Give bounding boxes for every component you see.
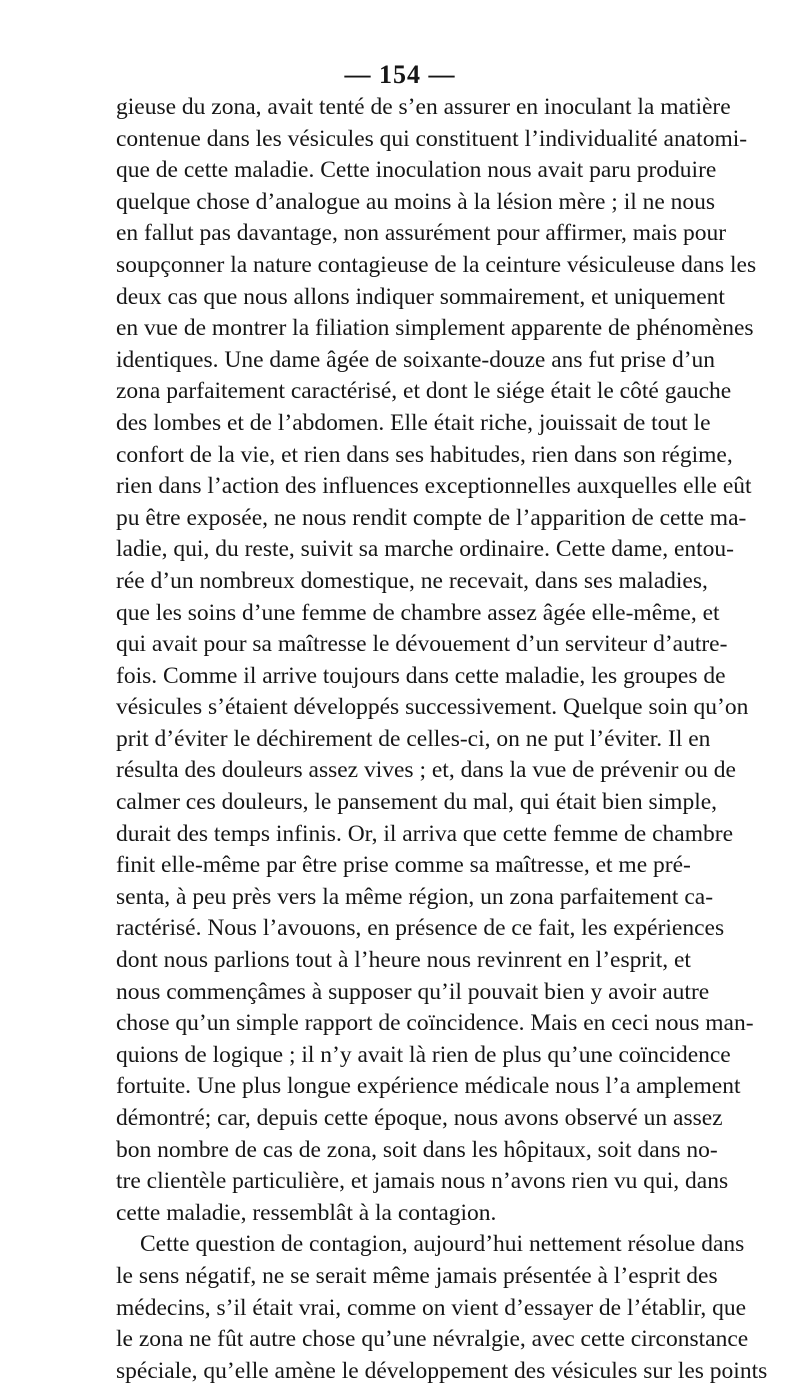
text-line: dont nous parlions tout à l’heure nous revinrent en l’esprit, et [116, 947, 691, 974]
text-line: qui avait pour sa maîtresse le dévouement d’un serviteur d’autre- [116, 631, 728, 658]
text-line: quelque chose d’analogue au moins à la lésion mère ; il ne nous [116, 188, 716, 215]
text-line: en fallut pas davantage, non assurément pour affirmer, mais pour [116, 220, 727, 247]
text-line: que les soins d’une femme de chambre assez âgée elle-même, et [116, 599, 720, 626]
text-line: calmer ces douleurs, le pansement du mal, qui était bien simple, [116, 789, 718, 816]
text-line: résulta des douleurs assez vives ; et, dans la vue de prévenir ou de [116, 757, 736, 784]
text-line: médecins, s’il était vrai, comme on vient d’essayer de l’établir, que [116, 1294, 747, 1321]
text-line: contenue dans les vésicules qui constituent l’individualité anatomi- [116, 125, 748, 152]
text-line: confort de la vie, et rien dans ses habitudes, rien dans son régime, [116, 441, 733, 468]
text-line: le zona ne fût autre chose qu’une névralgie, avec cette circonstance [116, 1326, 749, 1353]
text-line: durait des temps infinis. Or, il arriva que cette femme de chambre [116, 820, 734, 847]
text-line: le sens négatif, ne se serait même jamais présentée à l’esprit des [116, 1262, 718, 1289]
text-line: bon nombre de cas de zona, soit dans les hôpitaux, soit dans no- [116, 1136, 718, 1163]
text-line: rée d’un nombreux domestique, ne recevait, dans ses maladies, [116, 567, 708, 594]
text-line: chose qu’un simple rapport de coïncidence. Mais en ceci nous man- [116, 1010, 754, 1037]
paragraph-start-line: Cette question de contagion, aujourd’hui nettement résolue dans [140, 1231, 745, 1258]
body-text [116, 92, 768, 1387]
text-line: fois. Comme il arrive toujours dans cette maladie, les groupes de [116, 662, 726, 689]
text-line: gieuse du zona, avait tenté de s’en assurer en inoculant la matière [116, 94, 731, 120]
text-line: soupçonner la nature contagieuse de la ceinture vésiculeuse dans les [116, 251, 757, 278]
page-number: — 154 — [344, 60, 456, 89]
text-line: zona parfaitement caractérisé, et dont le siége était le côté gauche [116, 378, 732, 405]
text-line: que de cette maladie. Cette inoculation nous avait paru produire [116, 157, 717, 184]
text-line: prit d’éviter le déchirement de celles-ci, on ne put l’éviter. Il en [116, 725, 711, 752]
text-line: fortuite. Une plus longue expérience médicale nous l’a amplement [116, 1073, 741, 1100]
text-line: quions de logique ; il n’y avait là rien de plus qu’une coïncidence [116, 1041, 731, 1068]
text-line: tre clientèle particulière, et jamais nous n’avons rien vu qui, dans [116, 1168, 729, 1195]
text-line: rien dans l’action des influences exceptionnelles auxquelles elle eût [116, 473, 752, 500]
text-line: ractérisé. Nous l’avouons, en présence de ce fait, les expériences [116, 915, 725, 942]
text-line: démontré; car, depuis cette époque, nous avons observé un assez [116, 1105, 723, 1131]
text-line: senta, à peu près vers la même région, un zona parfaitement ca- [116, 883, 714, 910]
text-line: pu être exposée, ne nous rendit compte de l’apparition de cette ma- [116, 504, 747, 531]
text-line: finit elle-même par être prise comme sa maîtresse, et me pré- [116, 852, 691, 879]
paragraph-end-line: cette maladie, ressemblât à la contagion. [116, 1199, 497, 1226]
text-line: en vue de montrer la filiation simplement apparente de phénomènes [116, 315, 754, 342]
text-line: deux cas que nous allons indiquer sommairement, et uniquement [116, 283, 725, 310]
text-line: ladie, qui, du reste, suivit sa marche ordinaire. Cette dame, entou- [116, 536, 734, 563]
text-line: nous commençâmes à supposer qu’il pouvait bien y avoir autre [116, 978, 710, 1005]
text-line: spéciale, qu’elle amène le développement des vésicules sur les points [116, 1357, 768, 1384]
text-line: des lombes et de l’abdomen. Elle était riche, jouissait de tout le [116, 409, 711, 436]
text-line: identiques. Une dame âgée de soixante-douze ans fut prise d’un [116, 346, 716, 373]
text-line: vésicules s’étaient développés successivement. Quelque soin qu’on [116, 694, 749, 721]
